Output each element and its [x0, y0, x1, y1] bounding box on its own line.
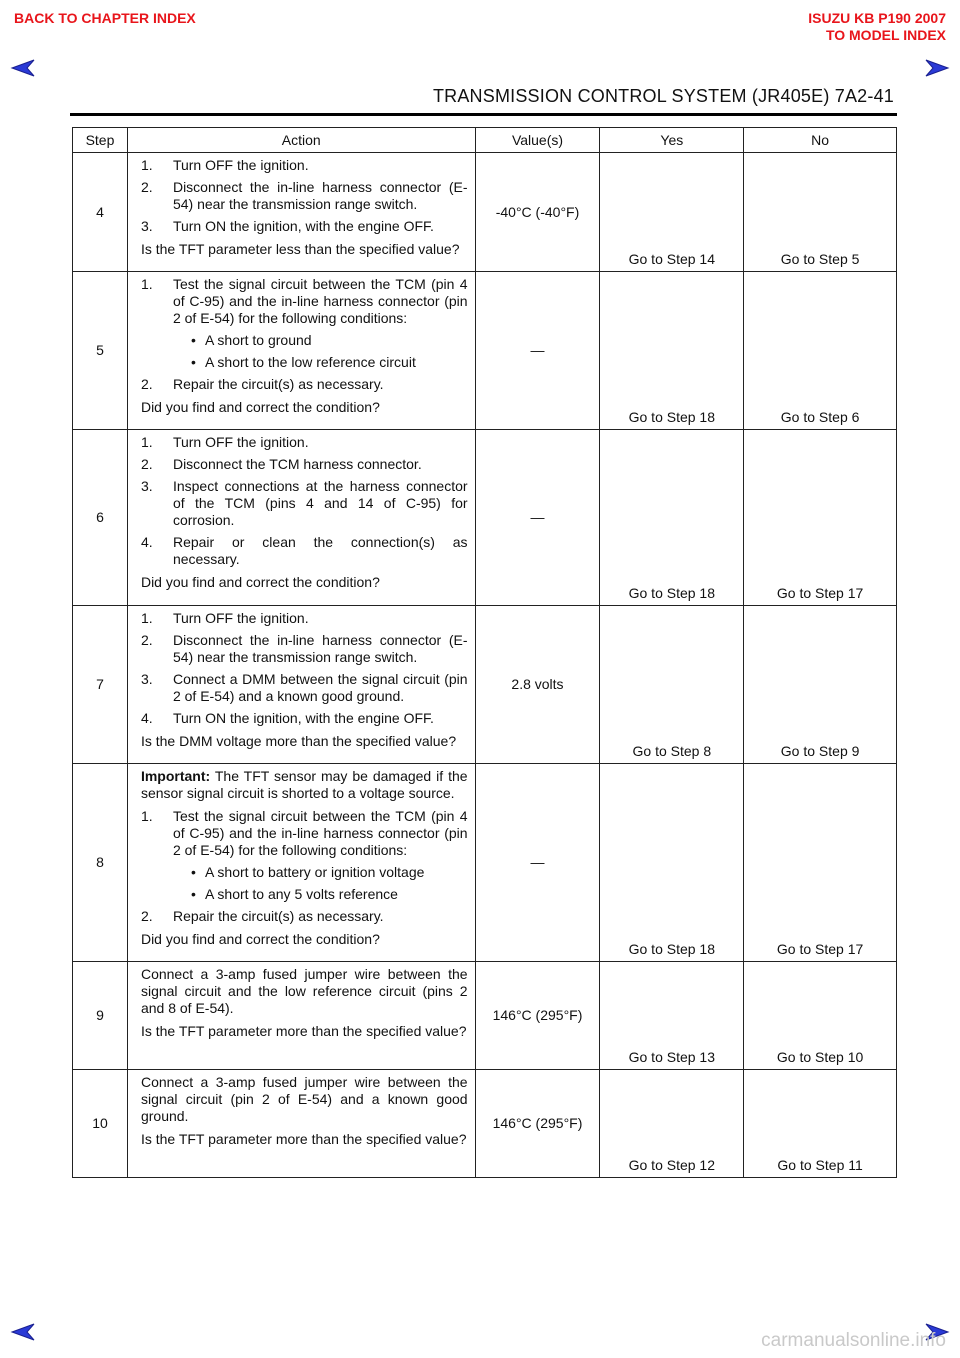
table-body [73, 153, 897, 1178]
table-row [73, 962, 897, 1070]
previous-page-arrow-icon[interactable] [10, 58, 36, 78]
condition-item: • A short to any 5 volts reference [173, 886, 468, 903]
previous-page-arrow-icon[interactable] [10, 1322, 36, 1342]
procedure-step-number: 4. [140, 534, 153, 550]
no-result-link[interactable]: Go to Step 9 [744, 606, 897, 764]
no-result-link[interactable]: Go to Step 17 [744, 430, 897, 606]
specified-value: — [475, 430, 600, 606]
step-column-header: Step [73, 128, 128, 153]
action-cell [127, 430, 475, 606]
procedure-step [141, 276, 468, 371]
yes-result-link[interactable]: Go to Step 18 [600, 430, 744, 606]
specified-value: 146°C (295°F) [475, 1070, 600, 1178]
procedure-step-text: Disconnect the in-line harness connector (E-54) near the transmission range switch. [172, 632, 468, 665]
action-paragraph: Connect a 3-amp fused jumper wire between the signal circuit (pin 2 of E-54) and a known good ground. [140, 1074, 468, 1124]
procedure-step-number: 1. [140, 434, 153, 450]
procedure-step-number: 2. [140, 376, 153, 392]
procedure-list [141, 808, 468, 925]
procedure-step-number: 2. [140, 456, 153, 472]
procedure-step-text: Disconnect the in-line harness connector (E-54) near the transmission range switch. [172, 179, 468, 212]
specified-value: — [475, 764, 600, 962]
specified-value: 146°C (295°F) [475, 962, 600, 1070]
procedure-step-number: 1. [140, 808, 153, 824]
procedure-step [141, 478, 468, 529]
action-question: Did you find and correct the condition? [140, 574, 380, 590]
step-number: 6 [73, 430, 128, 606]
no-result-link[interactable]: Go to Step 17 [744, 764, 897, 962]
yes-result-link[interactable]: Go to Step 18 [600, 764, 744, 962]
important-note [141, 768, 468, 802]
to-model-index-text[interactable]: TO MODEL INDEX [825, 27, 946, 43]
procedure-step-text: Turn ON the ignition, with the engine OFF. [172, 710, 434, 726]
procedure-step-text: Connect a DMM between the signal circuit (pin 2 of E-54) and a known good ground. [172, 671, 468, 704]
action-paragraph: Connect a 3-amp fused jumper wire between the signal circuit and the low reference circuit (pins 2 and 8 of E-54). [140, 966, 468, 1016]
specified-value: -40°C (-40°F) [475, 153, 600, 272]
procedure-step-number: 1. [140, 276, 153, 292]
procedure-step-number: 3. [140, 478, 153, 494]
procedure-step-text: Turn OFF the ignition. [172, 610, 309, 626]
procedure-step [141, 218, 468, 235]
procedure-step-text: Test the signal circuit between the TCM (pin 4 of C-95) and the in-line harness connector (pin 2 of E-54) for the following conditions: [172, 276, 468, 326]
condition-item: • A short to battery or ignition voltage [173, 864, 468, 881]
no-result-link[interactable]: Go to Step 6 [744, 272, 897, 430]
action-cell [127, 1070, 475, 1178]
procedure-list [141, 276, 468, 393]
procedure-step [141, 534, 468, 568]
procedure-step-number: 1. [140, 157, 153, 173]
action-question: Is the TFT parameter more than the specified value? [140, 1023, 467, 1039]
procedure-step-number: 2. [140, 179, 153, 195]
condition-list [173, 332, 468, 371]
table-header-row [73, 128, 897, 153]
action-cell [127, 606, 475, 764]
no-result-link[interactable]: Go to Step 10 [744, 962, 897, 1070]
action-column-header: Action [127, 128, 475, 153]
procedure-step-number: 2. [140, 632, 153, 648]
table-row [73, 272, 897, 430]
step-number: 8 [73, 764, 128, 962]
procedure-step [141, 610, 468, 627]
table-row [73, 430, 897, 606]
yes-result-link[interactable]: Go to Step 12 [600, 1070, 744, 1178]
important-label: Important: [140, 768, 211, 784]
yes-result-link[interactable]: Go to Step 18 [600, 272, 744, 430]
yes-result-link[interactable]: Go to Step 14 [600, 153, 744, 272]
procedure-step-number: 3. [140, 671, 153, 687]
procedure-step [141, 456, 468, 473]
step-number: 7 [73, 606, 128, 764]
procedure-step [141, 632, 468, 666]
step-number: 5 [73, 272, 128, 430]
table-row [73, 606, 897, 764]
action-question: Did you find and correct the condition? [140, 931, 380, 947]
procedure-step-text: Inspect connections at the harness connector of the TCM (pins 4 and 14 of C-95) for corrosion. [172, 478, 468, 528]
procedure-step-number: 3. [140, 218, 153, 234]
procedure-step-text: Disconnect the TCM harness connector. [172, 456, 422, 472]
condition-list [173, 864, 468, 903]
values-column-header: Value(s) [475, 128, 600, 153]
procedure-step-text: Repair the circuit(s) as necessary. [172, 908, 384, 924]
procedure-step-text: Turn OFF the ignition. [172, 434, 309, 450]
step-number: 4 [73, 153, 128, 272]
table-row [73, 153, 897, 272]
diagnostic-steps-table [72, 127, 897, 1178]
procedure-step [141, 434, 468, 451]
procedure-step-text: Test the signal circuit between the TCM (pin 4 of C-95) and the in-line harness connector (pin 2 of E-54) for the following conditions: [172, 808, 468, 858]
condition-item: • A short to ground [173, 332, 468, 349]
no-column-header: No [744, 128, 897, 153]
step-number: 10 [73, 1070, 128, 1178]
yes-result-link[interactable]: Go to Step 13 [600, 962, 744, 1070]
procedure-step-number: 2. [140, 908, 153, 924]
procedure-list [141, 157, 468, 235]
procedure-step [141, 808, 468, 903]
next-page-arrow-icon[interactable] [924, 58, 950, 78]
specified-value: — [475, 272, 600, 430]
action-question: Is the DMM voltage more than the specified value? [140, 733, 457, 749]
procedure-step-text: Turn OFF the ignition. [172, 157, 309, 173]
specified-value: 2.8 volts [475, 606, 600, 764]
table-row [73, 764, 897, 962]
action-cell [127, 153, 475, 272]
action-cell [127, 962, 475, 1070]
procedure-step [141, 157, 468, 174]
back-to-chapter-index-link[interactable]: BACK TO CHAPTER INDEX [14, 10, 196, 26]
procedure-step [141, 710, 468, 727]
action-question: Did you find and correct the condition? [140, 399, 380, 415]
watermark: carmanualsonline.info [761, 1330, 946, 1351]
procedure-step [141, 671, 468, 705]
procedure-list [141, 610, 468, 727]
procedure-step [141, 376, 468, 393]
yes-result-link[interactable]: Go to Step 8 [600, 606, 744, 764]
header-divider [70, 113, 897, 116]
no-result-link[interactable]: Go to Step 5 [744, 153, 897, 272]
table-row [73, 1070, 897, 1178]
no-result-link[interactable]: Go to Step 11 [744, 1070, 897, 1178]
procedure-step-number: 1. [140, 610, 153, 626]
model-index-link[interactable] [808, 10, 946, 44]
action-question: Is the TFT parameter less than the specified value? [140, 241, 460, 257]
model-title-text: ISUZU KB P190 2007 [808, 10, 946, 26]
procedure-list [141, 434, 468, 568]
procedure-step-number: 4. [140, 710, 153, 726]
procedure-step-text: Turn ON the ignition, with the engine OFF. [172, 218, 434, 234]
action-cell [127, 764, 475, 962]
condition-item: • A short to the low reference circuit [173, 354, 468, 371]
procedure-step [141, 908, 468, 925]
action-question: Is the TFT parameter more than the specified value? [140, 1131, 467, 1147]
action-cell [127, 272, 475, 430]
important-text: The TFT sensor may be damaged if the sensor signal circuit is shorted to a voltage source. [140, 768, 468, 801]
page-header: TRANSMISSION CONTROL SYSTEM (JR405E) 7A2-41 [432, 86, 894, 106]
step-number: 9 [73, 962, 128, 1070]
procedure-step [141, 179, 468, 213]
yes-column-header: Yes [600, 128, 744, 153]
procedure-step-text: Repair or clean the connection(s) as necessary. [172, 534, 468, 567]
procedure-step-text: Repair the circuit(s) as necessary. [172, 376, 384, 392]
